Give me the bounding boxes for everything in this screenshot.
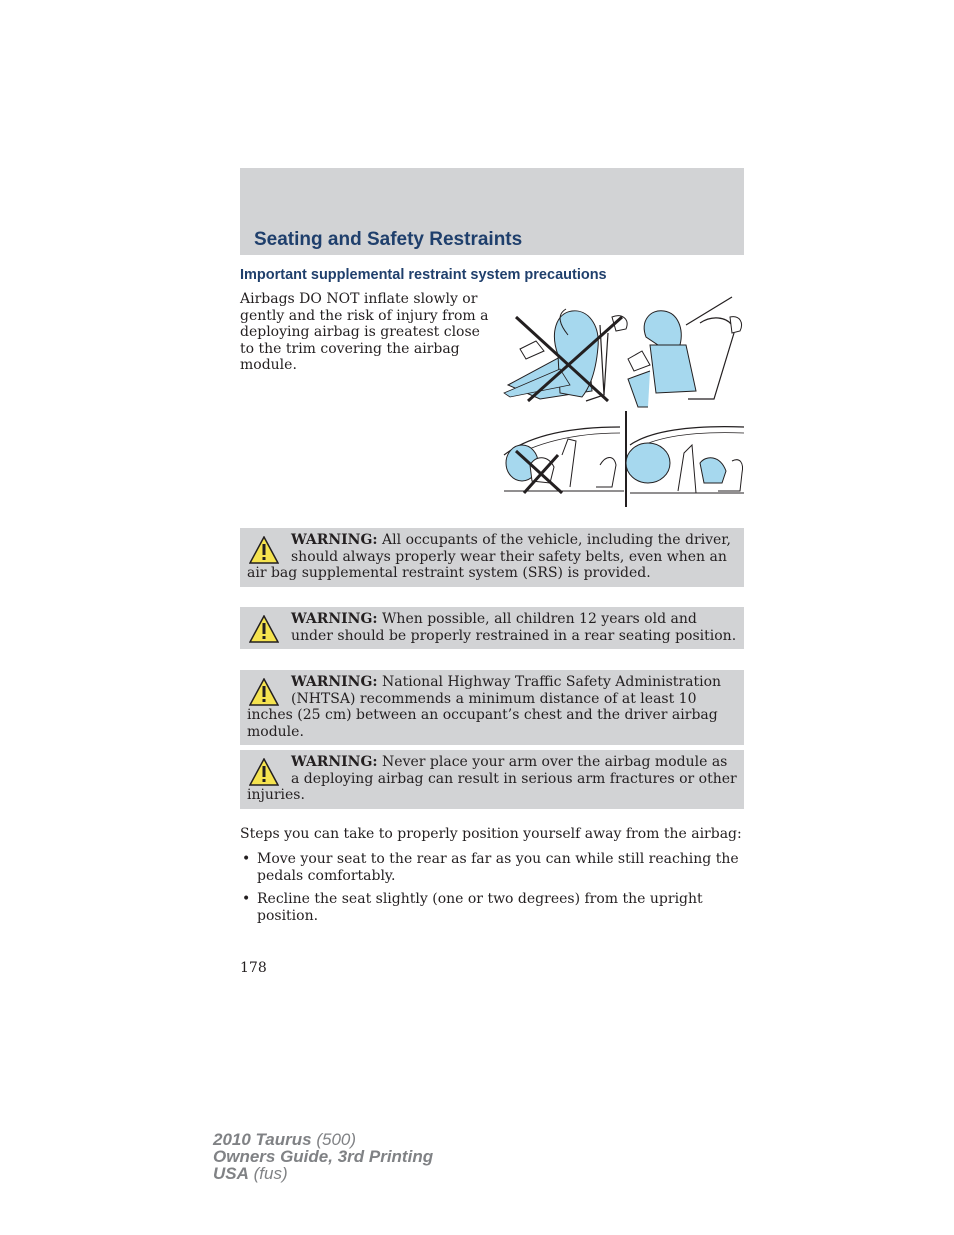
warning-label: WARNING: — [291, 532, 378, 548]
warning-label: WARNING: — [291, 611, 378, 627]
footer-region: USA — [213, 1164, 249, 1183]
warning-triangle-icon — [249, 678, 279, 706]
footer-line-model — [213, 1131, 433, 1148]
bullet-marker: • — [242, 891, 251, 907]
driver-too-close-icon — [504, 309, 627, 401]
list-item-text: Move your seat to the rear as far as you can while still reaching the pedals comfortably. — [257, 851, 739, 884]
footer-guide: Owners Guide, 3rd Printing — [213, 1147, 434, 1166]
footer-model: 2010 Taurus — [213, 1130, 312, 1149]
driver-proper-position-icon — [628, 297, 742, 407]
warning-triangle-icon — [249, 615, 279, 643]
bullet-marker: • — [242, 851, 251, 867]
warning-label: WARNING: — [291, 754, 378, 770]
warning-label: WARNING: — [291, 674, 378, 690]
sub-heading: Important supplemental restraint system precautions — [240, 267, 607, 283]
list-item — [240, 851, 744, 884]
steps-intro: Steps you can take to properly position yourself away from the airbag: — [240, 826, 742, 842]
footer-model-code: (500) — [316, 1130, 357, 1149]
section-title: Seating and Safety Restraints — [254, 229, 523, 250]
footer-region-code: (fus) — [253, 1164, 288, 1183]
warning-box — [240, 750, 744, 809]
warning-box — [240, 670, 744, 745]
intro-paragraph: Airbags DO NOT inflate slowly or gently and the risk of injury from a deploying airbag is greatest close to the trim covering the airbag module. — [240, 291, 489, 373]
section-header-band — [240, 168, 744, 255]
warning-text: National Highway Traffic Safety Administration (NHTSA) recommends a minimum distance of at least 10 inches (25 cm) between an occupant’s chest and the driver airbag module. — [247, 674, 722, 740]
warning-text: When possible, all children 12 years old and under should be properly restrained in a rear seating position. — [291, 611, 737, 644]
warning-box — [240, 528, 744, 587]
airbag-position-illustration — [500, 295, 746, 509]
warning-box — [240, 607, 744, 649]
warning-text: Never place your arm over the airbag module as a deploying airbag can result in serious arm fractures or other injuries. — [247, 754, 737, 803]
warning-text: All occupants of the vehicle, including the driver, should always properly wear their safety belts, even when an air bag supplemental restraint system (SRS) is provided. — [247, 532, 731, 581]
steps-list — [240, 851, 744, 931]
footer-line-region — [213, 1165, 433, 1182]
warning-triangle-icon — [249, 758, 279, 786]
page-number: 178 — [240, 960, 267, 976]
child-rear-seat-icon — [626, 427, 744, 493]
warning-triangle-icon — [249, 536, 279, 564]
document-footer — [213, 1131, 433, 1182]
child-front-seat-icon — [504, 427, 624, 493]
list-item — [240, 891, 744, 924]
list-item-text: Recline the seat slightly (one or two degrees) from the upright position. — [257, 891, 703, 924]
